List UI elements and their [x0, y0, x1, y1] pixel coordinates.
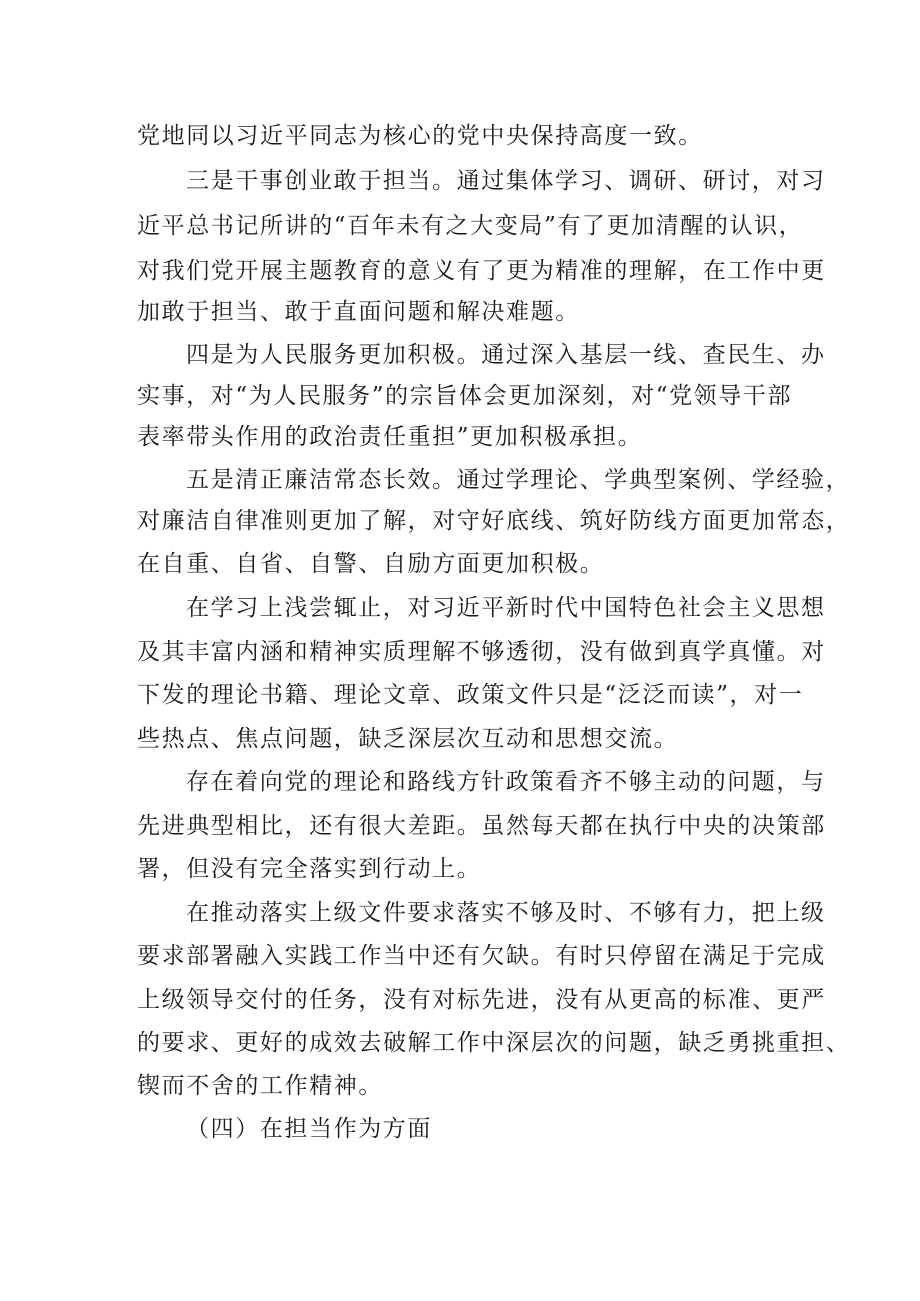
text-line: 对廉洁自律准则更加了解，对守好底线、筑好防线方面更加常态，: [137, 508, 851, 534]
paragraph-three-start: 三是干事创业敢于担当。通过集体学习、调研、研讨，对习: [186, 168, 826, 194]
text-line: 对我们党开展主题教育的意义有了更为精准的理解，在工作中更: [137, 258, 826, 284]
text-line: 及其丰富内涵和精神实质理解不够透彻，没有做到真学真懂。对: [137, 639, 826, 665]
text-line: 在自重、自省、自警、自励方面更加积极。: [137, 551, 605, 577]
text-line: 上级领导交付的任务，没有对标先进，没有从更高的标准、更严: [137, 987, 826, 1013]
text-line: 的要求、更好的成效去破解工作中深层次的问题，缺乏勇挑重担、: [137, 1030, 851, 1056]
text-line: 近平总书记所讲的“百年未有之大变局”有了更加清醒的认识，: [137, 213, 804, 239]
text-line: 锲而不舍的工作精神。: [137, 1073, 383, 1099]
paragraph-study-start: 在学习上浅尝辄止，对习近平新时代中国特色社会主义思想: [186, 595, 826, 621]
paragraph-four-start: 四是为人民服务更加积极。通过深入基层一线、查民生、办: [186, 342, 826, 368]
text-line: 表率带头作用的政治责任重担”更加积极承担。: [137, 424, 643, 450]
paragraph-five-start: 五是清正廉洁常态长效。通过学理论、学典型案例、学经验，: [186, 467, 851, 493]
text-line: 要求部署融入实践工作当中还有欠缺。有时只停留在满足于完成: [137, 943, 826, 969]
text-line: 加敢于担当、敢于直面问题和解决难题。: [137, 299, 580, 325]
text-line: 党地同以习近平同志为核心的党中央保持高度一致。: [137, 123, 703, 149]
text-line: 些热点、焦点问题，缺乏深层次互动和思想交流。: [137, 726, 679, 752]
paragraph-implementation-start: 在推动落实上级文件要求落实不够及时、不够有力，把上级: [186, 900, 826, 926]
text-line: 下发的理论书籍、理论文章、政策文件只是“泛泛而读”，对一: [137, 682, 804, 708]
section-heading: （四）在担当作为方面: [186, 1116, 432, 1142]
text-line: 实事，对“为人民服务”的宗旨体会更加深刻，对“党领导干部: [137, 383, 793, 409]
text-line: 先进典型相比，还有很大差距。虽然每天都在执行中央的决策部: [137, 813, 826, 839]
text-line: 署，但没有完全落实到行动上。: [137, 856, 482, 882]
paragraph-alignment-start: 存在着向党的理论和路线方针政策看齐不够主动的问题，与: [186, 769, 826, 795]
